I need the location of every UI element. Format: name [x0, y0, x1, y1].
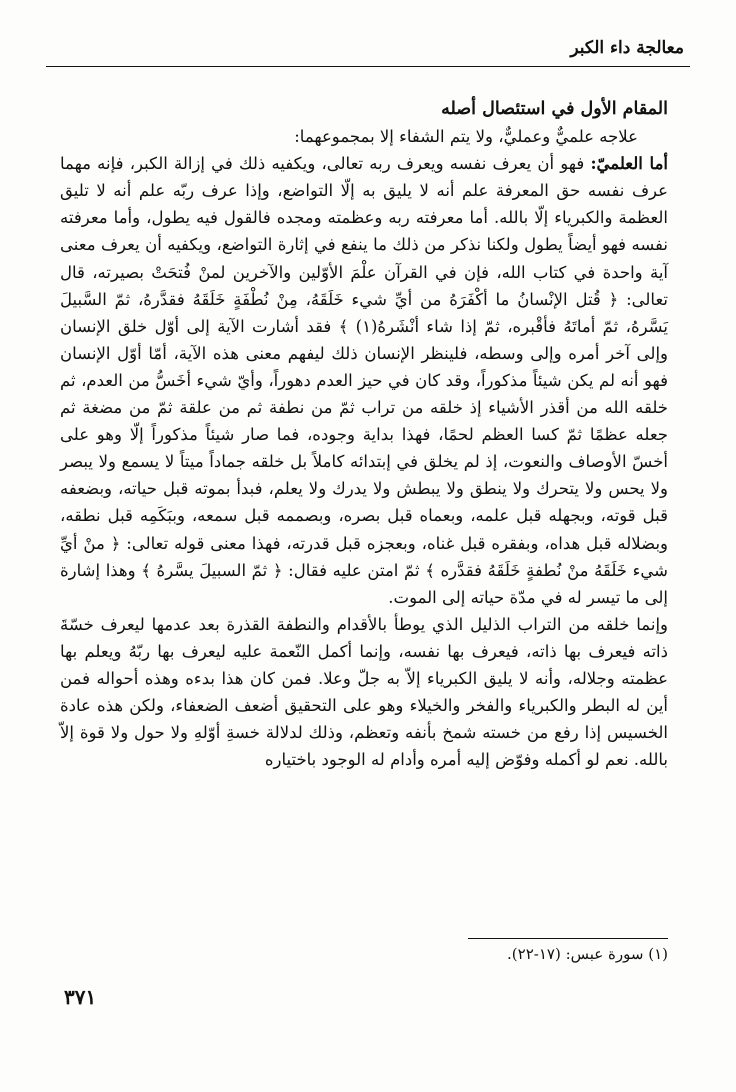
scientific-paragraph — [60, 150, 668, 611]
header-rule — [46, 66, 690, 67]
scientific-paragraph-text: فهو أن يعرف نفسه ويعرف ربه تعالى، ويكفيه ذلك في إزالة الكبر، فإنه مهما عرف نفسه حق المعرفة علم أنه لا يليق به إلّا التواضع، وإذا عرف ربّه علم أنه لا تليق العظمة والكبرياء إلّا بالله. أما معرفته ربه وعظمته ومجده فالقول فيه يطول، وأما معرفته نفسه فهو أيضاً يطول ولكنا نذكر من ذلك ما ينفع في إثارة التواضع، ويكفيه أن يعرف معنى آية واحدة في كتاب الله، فإن في القرآن علْمَ الأوّلين والآخرين لمنْ فُتحَتْ بصيرته، قال تعالى: ﴿ قُتل الإنْسانُ ما أكْفَرَهُ من أيِّ شيء خَلَقَهُ، مِنْ نُطْفَةٍ خَلَقَهُ فقدَّرهُ، ثمّ السَّبيلَ يَسَّرهُ، ثمّ أماتَهُ فأقْبره، ثمّ إذا شاء أنْشَرهُ(١) ﴾ فقد أشارت الآية إلى أوّل خلق الإنسان وإلى آخر أمره وإلى وسطه، فلينظر الإنسان ذلك ليفهم معنى هذه الآية، أمّا أوّل الإنسان فهو أنه لم يكن شيئاً مذكوراً، وقد كان في حيز العدم دهوراً، وأيّ شيء أخَسُّ من العدم، ثم خلقه الله من أقذر الأشياء إذ خلقه من تراب ثمّ من نطفة ثم من علقة ثمّ من مضغة ثم جعله عظمًا ثمّ كسا العظم لحمًا، فهذا بداية وجوده، فما صار شيئاً مذكوراً إلّا وهو على أخسّ الأوصاف والنعوت، إذ لم يخلق في إبتدائه كاملاً بل خلقه جماداً ميتاً لا يسمع ولا يبصر ولا يحس ولا يتحرك ولا ينطق ولا يبطش ولا يدرك ولا يعلم، فبدأ بموته قبل حياته، وبضعفه قبل قوته، وبجهله قبل علمه، وبعماه قبل بصره، وبصممه قبل سمعه، وببَكَمِه قبل نطقه، وبضلاله قبل هداه، وبفقره قبل غناه، وبعجزه قبل قدرته، فهذا معنى قوله تعالى: ﴿ منْ أيِّ شيء خَلَقَهُ منْ نُطفةٍ خَلَقَهُ فقدَّره ﴾ ثمّ امتن عليه فقال: ﴿ ثمّ السبيلَ يسَّرهُ ﴾ وهذا إشارة إلى ما تيسر له في مدّة حياته إلى الموت. — [60, 154, 668, 607]
running-header: معالجة داء الكبر — [570, 38, 684, 58]
page-number: ٣٧١ — [64, 985, 97, 1009]
scientific-label: أما العلميّ: — [590, 154, 668, 174]
closing-paragraph: وإنما خلقه من التراب الذليل الذي يوطأ بالأقدام والنطفة القذرة بعد عدمها ليعرف خسّةَ ذاته فيعرف بها ذاته، فيعرف بها نفسه، وإنما أكمل النّعمة عليه ليعرف بها ربّهُ ويعلم بها عظمته وجلاله، وأنه لا يليق الكبرياء إلاّ به جلّ وعلا. فمن كان هذا بدءه وهذه أحواله فمن أين له البطر والكبرياء والفخر والخيلاء وهو على التحقيق أضعف الضعفاء، ولكن هذه عادة الخسيس إذا رفع من خسته شمخ بأنفه وتعظم، وذلك لدلالة خسةِ أوّلهِ ولا حول ولا قوة إلاّ بالله. نعم لو أكمله وفوّض إليه أمره وأدام له الوجود باختياره — [60, 614, 668, 770]
footnote: (١) سورة عبس: (١٧-٢٢). — [507, 945, 668, 963]
body-text — [60, 96, 668, 773]
intro-paragraph: علاجه علميٌّ وعمليٌّ، ولا يتم الشفاء إلا بمجموعهما: — [294, 127, 638, 147]
section-heading: المقام الأول في استئصال أصله — [441, 99, 668, 119]
footnote-rule — [468, 938, 668, 939]
